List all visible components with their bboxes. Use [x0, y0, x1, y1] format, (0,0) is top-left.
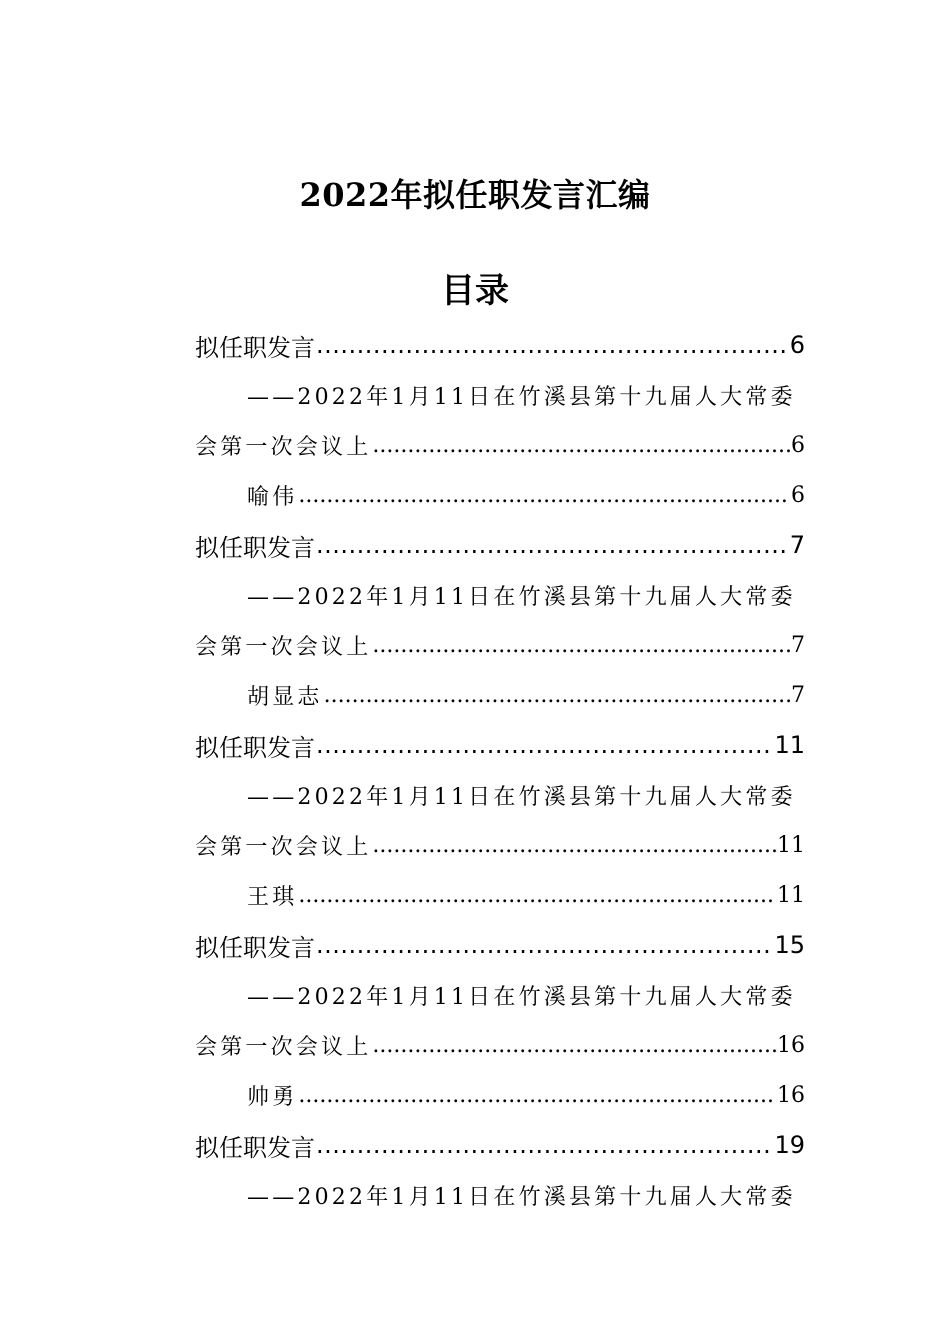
toc-entry-subtitle[interactable]: [195, 770, 805, 820]
page-number: 19: [774, 1131, 805, 1159]
dot-leader: [298, 1083, 776, 1108]
toc-heading-text: 拟任职发言: [195, 933, 315, 962]
toc-subtitle-text: 会第一次会议上: [195, 634, 372, 660]
toc-subtitle-text: ——2022年1月11日在竹溪县第十九届人大常委: [247, 784, 796, 810]
toc-entry-subtitle-cont[interactable]: [195, 820, 805, 870]
page-number: 6: [791, 432, 805, 458]
dot-leader: [316, 731, 773, 759]
toc-entry-subtitle-cont[interactable]: [195, 1020, 805, 1070]
toc-entry-heading[interactable]: [195, 1120, 805, 1170]
toc-speaker-text: 胡显志: [247, 684, 323, 710]
toc-heading-text: 拟任职发言: [195, 333, 315, 362]
dot-leader: [324, 683, 790, 708]
dot-leader: [316, 531, 789, 559]
dot-leader: [298, 883, 776, 908]
toc-speaker-text: 王琪: [247, 884, 298, 910]
page-number: 16: [777, 1082, 805, 1108]
page-title: 2022年拟任职发言汇编: [299, 176, 651, 214]
toc-entry-speaker[interactable]: [195, 870, 805, 920]
toc-heading: 目录: [441, 271, 509, 311]
page-number: 7: [791, 632, 805, 658]
dot-leader: [372, 633, 790, 658]
dot-leader: [316, 931, 773, 959]
toc-entry-subtitle[interactable]: [195, 570, 805, 620]
toc-heading-text: 拟任职发言: [195, 1133, 315, 1162]
toc-subtitle-text: 会第一次会议上: [195, 1034, 372, 1060]
toc-subtitle-text: ——2022年1月11日在竹溪县第十九届人大常委: [247, 584, 796, 610]
toc-speaker-text: 帅勇: [247, 1084, 298, 1110]
toc-speaker-text: 喻伟: [247, 484, 298, 510]
dot-leader: [372, 833, 776, 858]
dot-leader: [316, 331, 789, 359]
toc-entry-speaker[interactable]: [195, 670, 805, 720]
toc-entry-subtitle-cont[interactable]: [195, 620, 805, 670]
dot-leader: [372, 1033, 776, 1058]
toc-heading-text: 拟任职发言: [195, 533, 315, 562]
table-of-contents: [195, 320, 805, 1220]
toc-subtitle-text: 会第一次会议上: [195, 434, 372, 460]
page-number: 15: [774, 931, 805, 959]
page-number: 7: [789, 531, 805, 559]
toc-entry-subtitle[interactable]: [195, 970, 805, 1020]
dot-leader: [316, 1131, 773, 1159]
toc-entry-heading[interactable]: [195, 320, 805, 370]
toc-subtitle-text: ——2022年1月11日在竹溪县第十九届人大常委: [247, 984, 796, 1010]
page-number: 6: [791, 482, 805, 508]
page-number: 16: [777, 1032, 805, 1058]
dot-leader: [372, 433, 790, 458]
toc-entry-subtitle[interactable]: [195, 1170, 805, 1220]
toc-subtitle-text: ——2022年1月11日在竹溪县第十九届人大常委: [247, 384, 796, 410]
dot-leader: [298, 483, 790, 508]
page-number: 7: [791, 682, 805, 708]
toc-heading-text: 拟任职发言: [195, 733, 315, 762]
page-number: 11: [777, 882, 805, 908]
toc-subtitle-text: 会第一次会议上: [195, 834, 372, 860]
toc-entry-speaker[interactable]: [195, 470, 805, 520]
toc-entry-speaker[interactable]: [195, 1070, 805, 1120]
page-number: 11: [777, 832, 805, 858]
toc-subtitle-text: ——2022年1月11日在竹溪县第十九届人大常委: [247, 1184, 796, 1210]
toc-entry-heading[interactable]: [195, 720, 805, 770]
page-number: 11: [774, 731, 805, 759]
toc-entry-heading[interactable]: [195, 920, 805, 970]
toc-entry-subtitle-cont[interactable]: [195, 420, 805, 470]
toc-entry-heading[interactable]: [195, 520, 805, 570]
page-number: 6: [789, 331, 805, 359]
toc-entry-subtitle[interactable]: [195, 370, 805, 420]
